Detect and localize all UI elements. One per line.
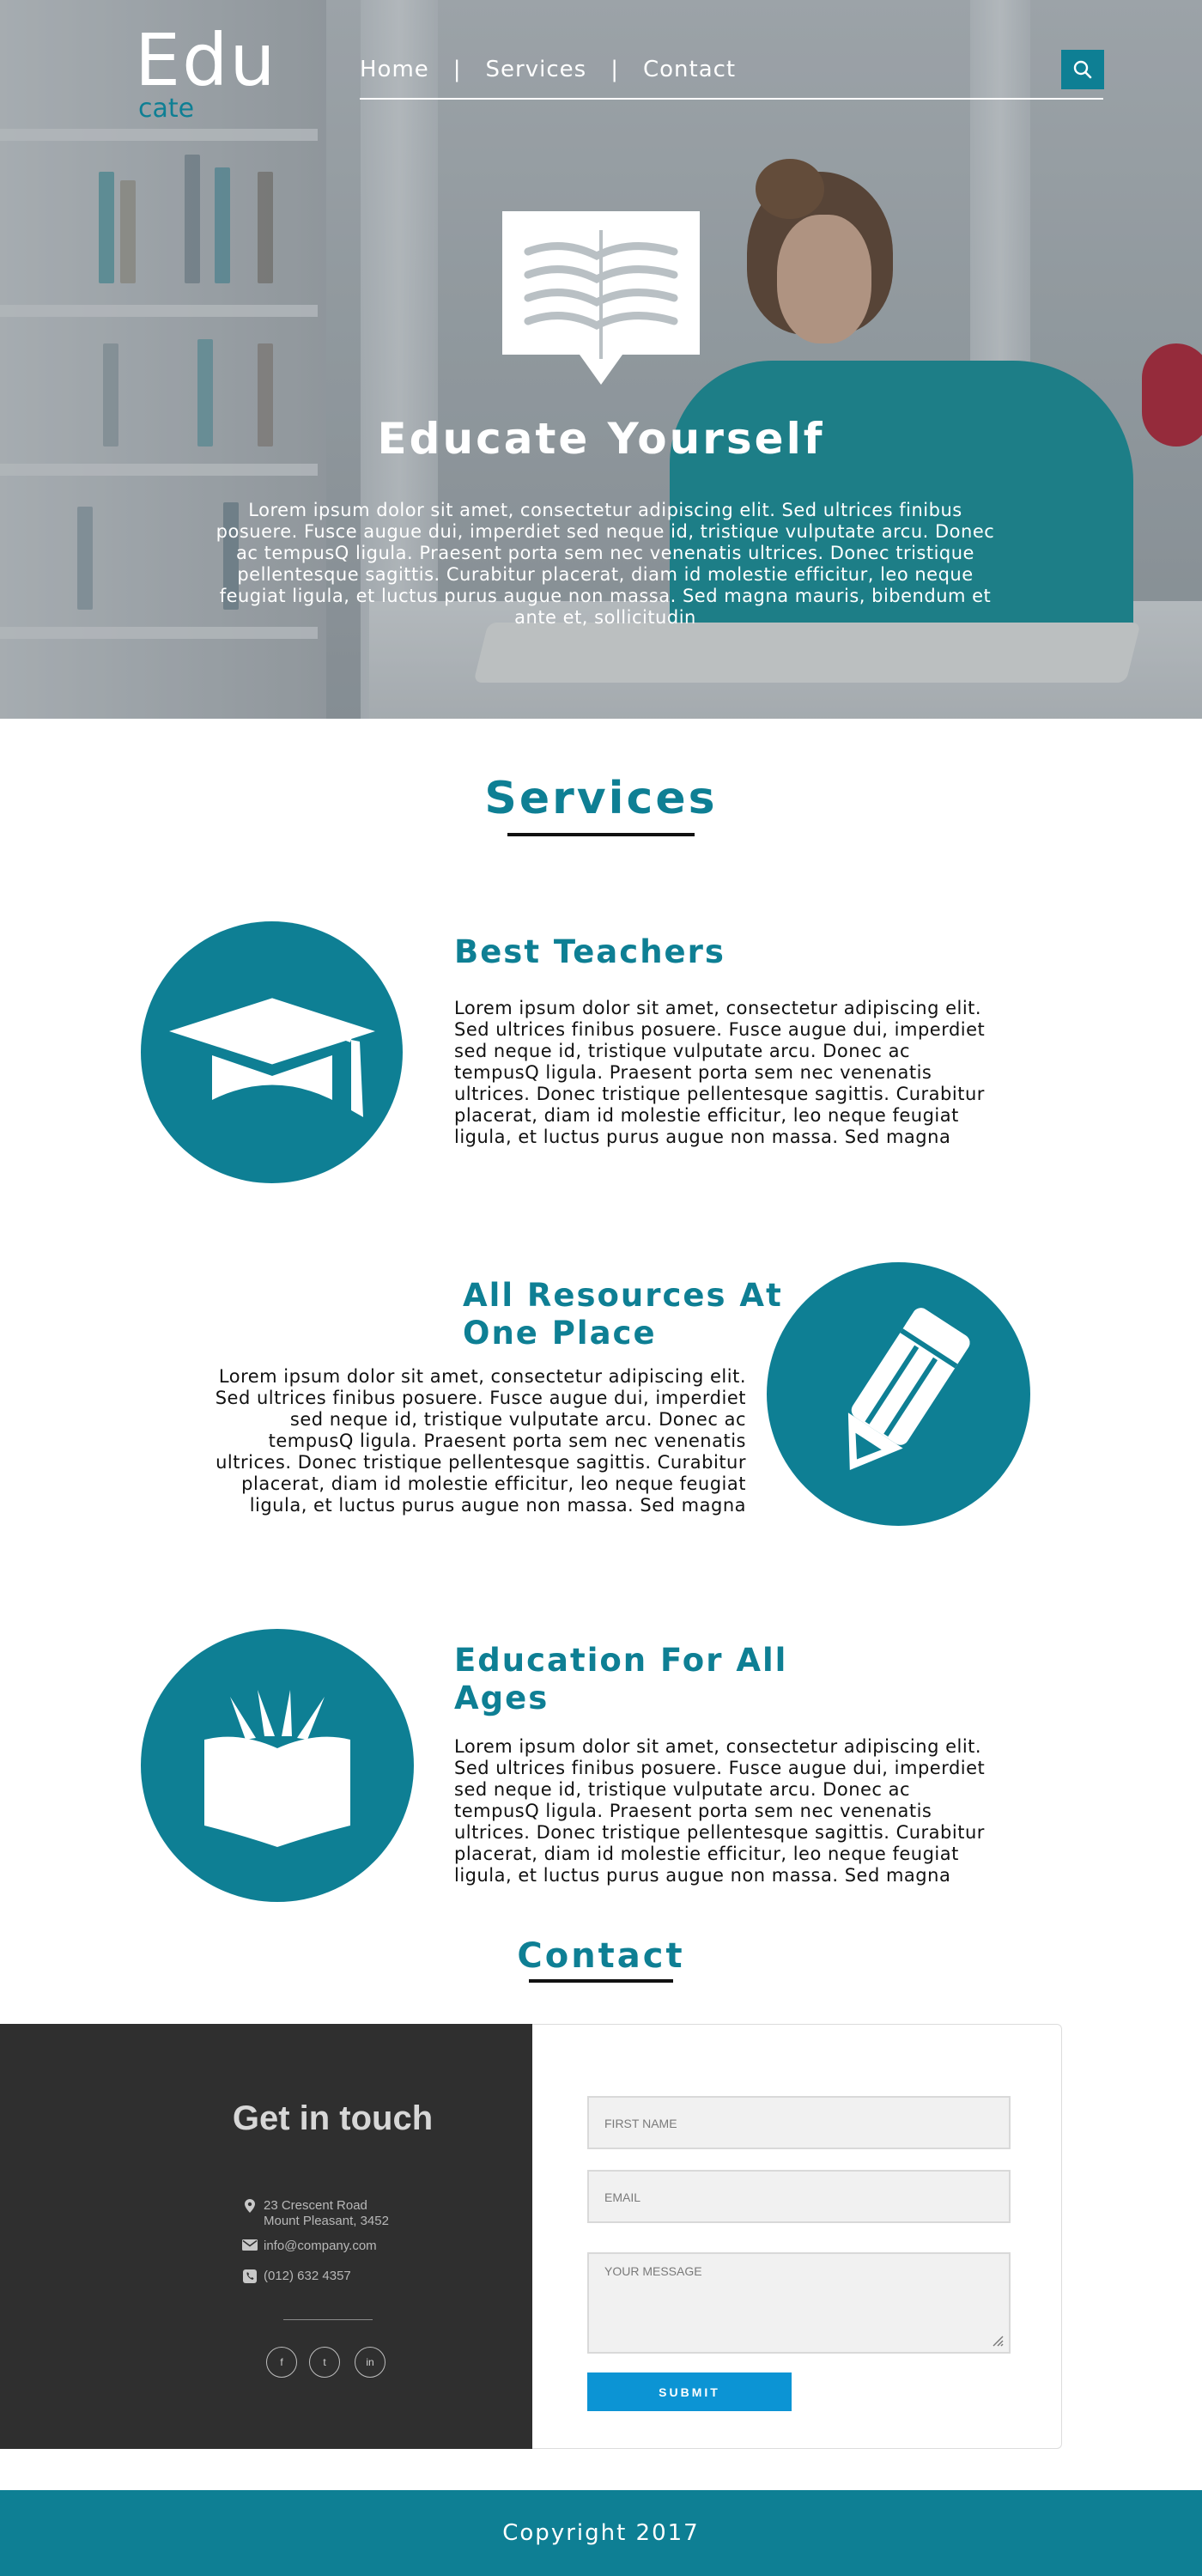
service-heading-education: Education For All Ages [454, 1642, 788, 1716]
contact-phone[interactable]: (012) 632 4357 [264, 2269, 351, 2283]
address-line-1: 23 Crescent Road [264, 2198, 367, 2213]
contact-title: Contact [517, 1936, 685, 1976]
resize-handle-icon[interactable] [992, 2335, 1004, 2347]
first-name-field[interactable]: FIRST NAME [587, 2096, 1011, 2149]
info-divider [283, 2319, 373, 2320]
hero-title: Educate Yourself [377, 414, 825, 464]
service-text-education: Lorem ipsum dolor sit amet, consectetur adipiscing elit. Sed ultrices finibus posuere. Fusce augue dui, imperdiet sed neque id, tristique vulputate arcu. Donec ac tempusQ ligula. Praesent porta sem nec venenatis ultrices. Donec tristique pellentesque sagittis. Curabitur placerat, diam id molestie efficitur, leo neque feugiat ligula, et luctus purus augue non massa. Sed magna [454, 1736, 986, 1886]
service-text-resources: Lorem ipsum dolor sit amet, consectetur adipiscing elit. Sed ultrices finibus posuere. Fusce augue dui, imperdiet sed neque id, tristique vulputate arcu. Donec ac tempusQ ligula. Praesent porta sem nec venenatis ultrices. Donec tristique pellentesque sagittis. Curabitur placerat, diam id molestie efficitur, leo neque feugiat ligula, et luctus purus augue non massa. Sed magna [215, 1366, 746, 1516]
graduation-cap-icon [141, 921, 403, 1183]
map-pin-icon [236, 2198, 264, 2213]
message-field[interactable] [587, 2252, 1011, 2354]
address-line-2: Mount Pleasant, 3452 [264, 2214, 389, 2228]
hero-description: Lorem ipsum dolor sit amet, consectetur adipiscing elit. Sed ultrices finibus posuere. Fusce augue dui, imperdiet sed neque id, tristique vulputate arcu. Donec ac tempusQ ligula. Praesent porta sem nec venenatis ultrices. Donec tristique pellentesque sagittis. Curabitur placerat, diam id molestie efficitur, leo neque feugiat ligula, et luctus purus augue non massa. Sed magna mauris, bibendum et ante et, sollicitudin [216, 500, 995, 628]
nav-contact[interactable]: Contact [642, 57, 737, 82]
copyright-text: Copyright 2017 [502, 2520, 700, 2546]
get-in-touch-heading: Get in touch [232, 2099, 434, 2137]
nav-separator: | [610, 57, 619, 82]
service-text-teachers: Lorem ipsum dolor sit amet, consectetur adipiscing elit. Sed ultrices finibus posuere. Fusce augue dui, imperdiet sed neque id, tristique vulputate arcu. Donec ac tempusQ ligula. Praesent porta sem nec venenatis ultrices. Donec tristique pellentesque sagittis. Curabitur placerat, diam id molestie efficitur, leo neque feugiat ligula, et luctus purus augue non massa. Sed magna [454, 998, 986, 1147]
envelope-icon [236, 2239, 264, 2251]
service-heading-teachers: Best Teachers [454, 933, 725, 970]
main-nav [360, 52, 1103, 100]
site-footer [0, 2490, 1202, 2576]
nav-services[interactable]: Services [485, 57, 587, 82]
email-row[interactable] [236, 2239, 377, 2254]
brand-logo[interactable] [135, 18, 277, 124]
brand-title-big: Edu [135, 18, 277, 102]
contact-title-underline [529, 1979, 673, 1983]
phone-row[interactable] [236, 2269, 351, 2284]
service-heading-resources: All Resources At One Place [463, 1277, 783, 1352]
nav-home[interactable]: Home [360, 57, 429, 82]
address-row [236, 2198, 389, 2229]
services-title-underline [507, 833, 695, 836]
services-title: Services [484, 773, 718, 824]
search-icon [1071, 58, 1094, 81]
email-field[interactable]: EMAIL [587, 2170, 1011, 2223]
phone-icon [236, 2269, 264, 2283]
twitter-icon[interactable]: t [309, 2347, 340, 2378]
facebook-icon[interactable]: f [266, 2347, 297, 2378]
search-button[interactable] [1061, 50, 1104, 89]
book-icon [141, 1629, 414, 1902]
linkedin-icon[interactable]: in [355, 2347, 385, 2378]
contact-email[interactable]: info@company.com [264, 2239, 377, 2253]
open-book-icon [494, 204, 708, 392]
message-placeholder: YOUR MESSAGE [604, 2264, 702, 2278]
submit-button[interactable]: SUBMIT [587, 2372, 792, 2411]
brand-title-small: cate [138, 94, 195, 124]
pencil-icon [767, 1262, 1030, 1526]
contact-info-panel [0, 2024, 532, 2449]
nav-separator: | [452, 57, 462, 82]
